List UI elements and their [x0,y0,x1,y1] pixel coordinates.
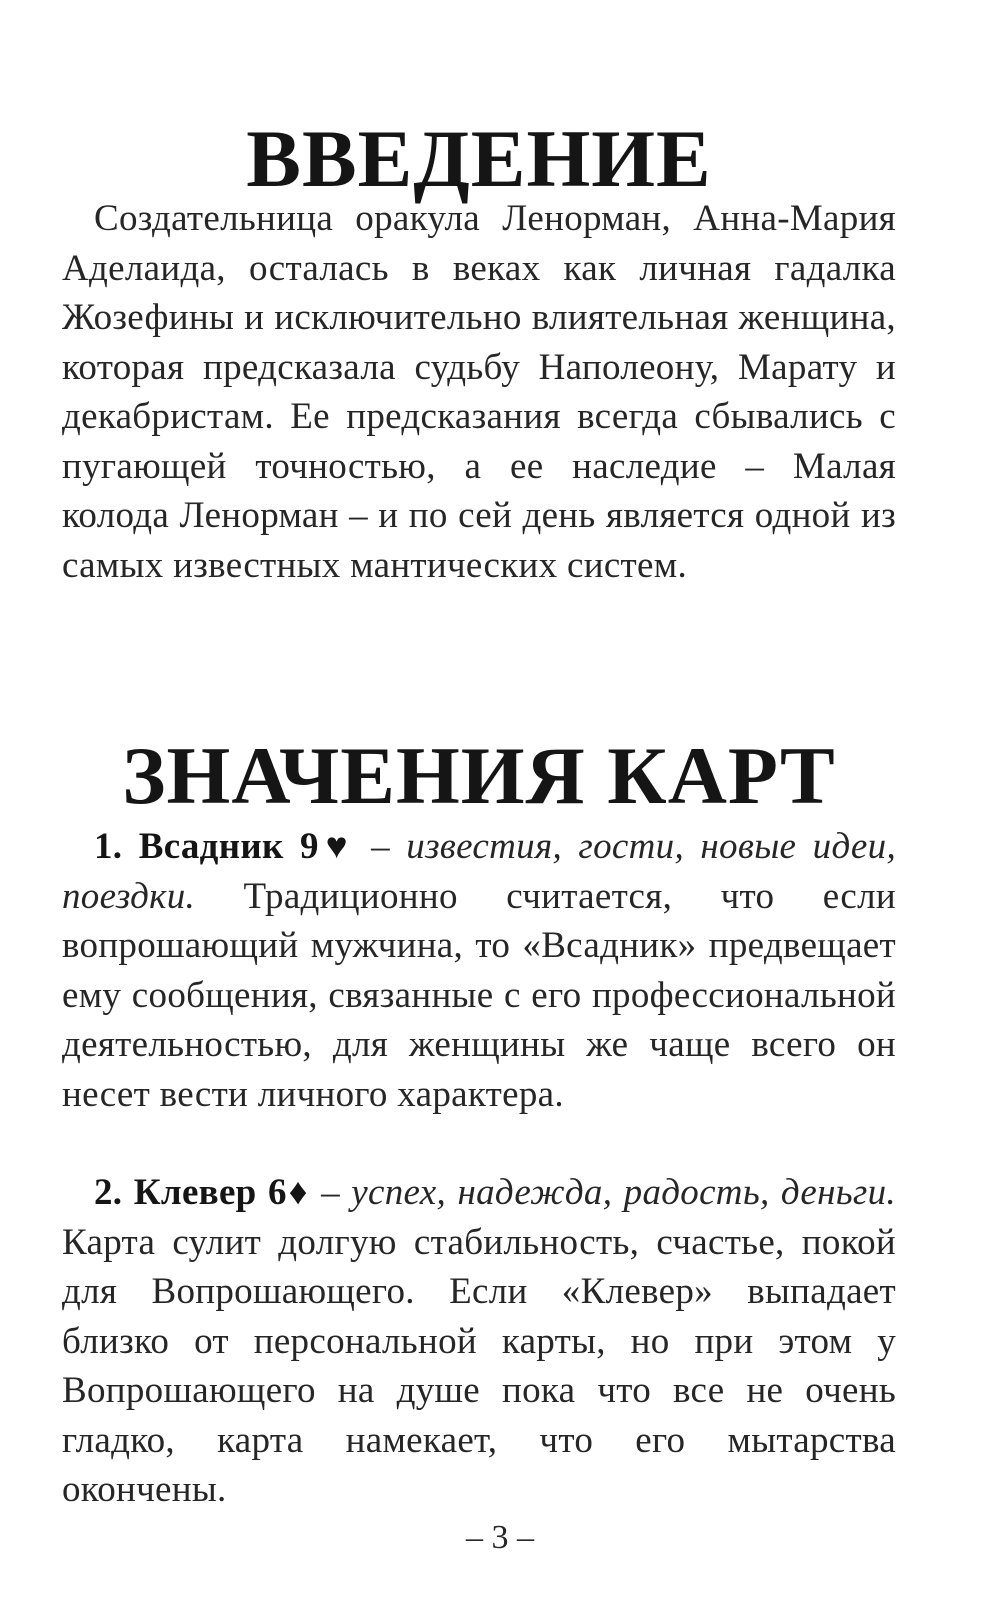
card-entry [62,1168,896,1515]
intro-title: ВВЕДЕНИЕ [246,113,712,204]
card-keywords: известия, гости, новые идеи, поездки. [62,826,897,917]
card-dash: – [354,826,407,867]
intro-paragraph: Создательница оракула Ленорман, Анна-Мария Аделаида, осталась в веках как личная гадалка Жозефины и исключительно влиятельная женщина, которая предсказала судьбу Наполеону, Марату и декабристам. Ее предсказания всегда сбывались с пугающей точностью, а ее наследие – Малая колода Ленорман – и по сей день является одной из самых известных мантических систем. [62,198,896,586]
card-heading: 1. Всадник 9♥ [94,826,355,867]
page-number: – 3 – [466,1519,534,1556]
card-description: Карта сулит долгую стабильность, счастье, покой для Вопрошающего. Если «Клевер» выпадает близко от персональной карты, но при этом у Вопрошающего на душе пока что все не очень гладко, карта намекает, что его мытарства окончены. [62,1221,896,1510]
card-dash: – [309,1172,352,1213]
card-heading: 2. Клевер 6♦ [94,1172,310,1213]
card-entry [62,822,896,1119]
card-description: Традиционно считается, что если вопрошающий мужчина, то «Всадник» предвещает ему сообщения, связанные с его профессиональной деятельностью, для женщины же чаще всего он несет вести личного характера. [62,875,896,1115]
cards-section-title: ЗНАЧЕНИЯ КАРТ [122,730,836,821]
card-keywords: успех, надежда, радость, деньги. [351,1172,896,1213]
